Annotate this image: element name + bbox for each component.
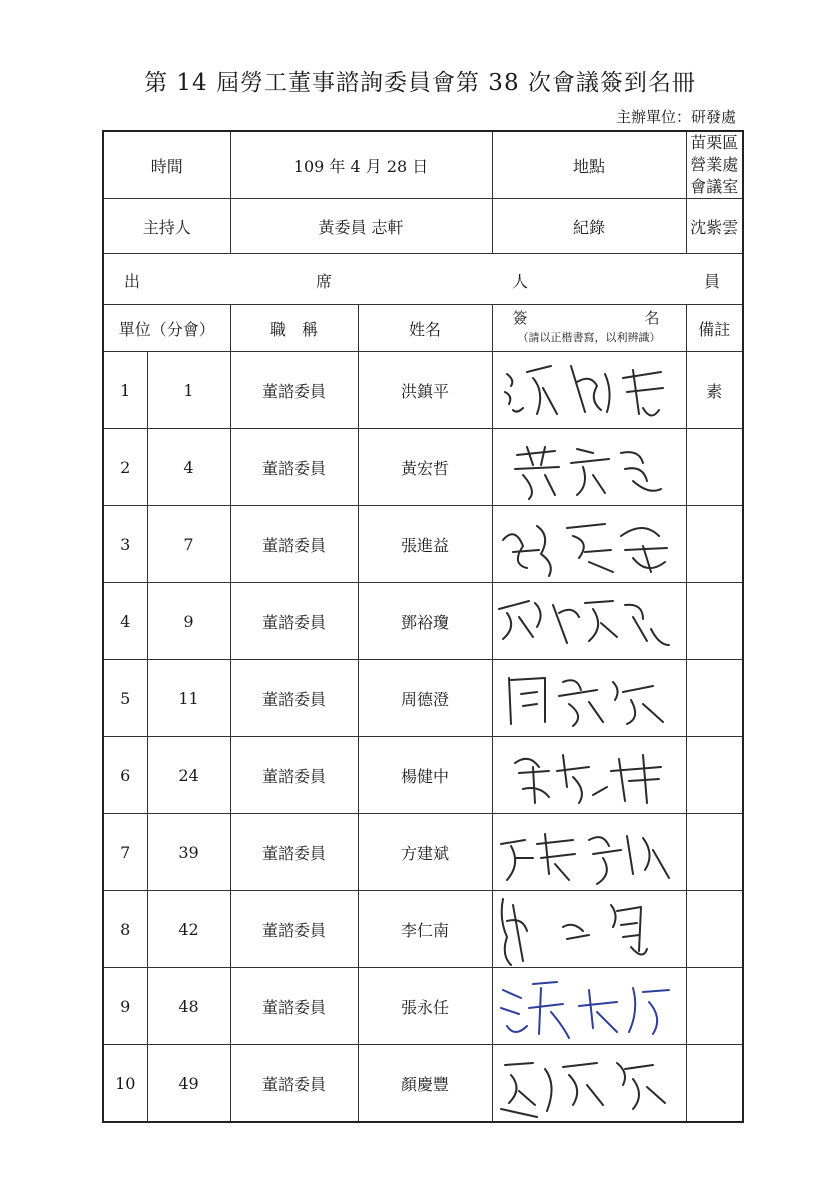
info-row-host xyxy=(103,199,743,254)
row-remark xyxy=(686,429,743,506)
row-unit: 7 xyxy=(147,506,230,583)
table-row xyxy=(103,506,743,583)
handwritten-signature xyxy=(493,506,687,582)
row-number: 1 xyxy=(103,352,147,429)
handwritten-signature xyxy=(493,352,687,428)
host-value: 黃委員 志軒 xyxy=(230,199,492,254)
signature-stroke xyxy=(501,899,646,965)
handwritten-signature xyxy=(493,968,687,1044)
row-number: 10 xyxy=(103,1045,147,1123)
row-position: 董諮委員 xyxy=(230,1045,358,1123)
row-unit: 42 xyxy=(147,891,230,968)
signature-field[interactable] xyxy=(492,1045,686,1123)
row-name: 顏慶豐 xyxy=(358,1045,492,1123)
signature-header-left: 簽 xyxy=(512,309,528,327)
row-number: 4 xyxy=(103,583,147,660)
signature-stroke xyxy=(515,755,661,803)
row-unit: 4 xyxy=(147,429,230,506)
row-position: 董諮委員 xyxy=(230,737,358,814)
attendance-char-1: 出 xyxy=(124,272,141,291)
row-unit: 39 xyxy=(147,814,230,891)
row-name: 方建斌 xyxy=(358,814,492,891)
recorder-value: 沈紫雲 xyxy=(686,199,743,254)
row-name: 洪鎮平 xyxy=(358,352,492,429)
table-row xyxy=(103,814,743,891)
signature-field[interactable] xyxy=(492,737,686,814)
handwritten-signature xyxy=(493,583,687,659)
row-remark xyxy=(686,891,743,968)
attendance-char-4: 員 xyxy=(704,272,721,291)
signature-field[interactable] xyxy=(492,429,686,506)
signature-header-right: 名 xyxy=(644,309,660,327)
row-remark xyxy=(686,1045,743,1123)
signature-stroke xyxy=(503,524,667,576)
signature-field[interactable] xyxy=(492,660,686,737)
signature-stroke xyxy=(515,447,661,499)
row-number: 8 xyxy=(103,891,147,968)
row-number: 6 xyxy=(103,737,147,814)
organizer-label: 主辦單位：研發處 xyxy=(615,108,736,126)
signature-field[interactable] xyxy=(492,968,686,1045)
attendee-rows xyxy=(103,352,743,1123)
signature-field[interactable] xyxy=(492,814,686,891)
place-value-line2: 會議室 xyxy=(690,177,739,196)
row-remark xyxy=(686,583,743,660)
row-number: 9 xyxy=(103,968,147,1045)
row-position: 董諮委員 xyxy=(230,583,358,660)
signature-stroke xyxy=(501,982,669,1038)
sign-in-table xyxy=(102,130,744,1123)
column-remark: 備註 xyxy=(686,305,743,352)
signature-stroke xyxy=(501,1063,665,1117)
row-name: 黃宏哲 xyxy=(358,429,492,506)
signature-stroke xyxy=(501,834,669,884)
row-name: 楊健中 xyxy=(358,737,492,814)
row-unit: 1 xyxy=(147,352,230,429)
signature-field[interactable] xyxy=(492,583,686,660)
column-header-row xyxy=(103,305,743,352)
row-remark xyxy=(686,737,743,814)
row-position: 董諮委員 xyxy=(230,891,358,968)
attendance-char-3: 人 xyxy=(512,272,529,291)
signature-stroke xyxy=(499,601,669,645)
row-remark xyxy=(686,814,743,891)
table-row xyxy=(103,968,743,1045)
row-number: 5 xyxy=(103,660,147,737)
row-remark: 素 xyxy=(686,352,743,429)
column-name: 姓名 xyxy=(358,305,492,352)
handwritten-signature xyxy=(493,814,687,890)
row-number: 7 xyxy=(103,814,147,891)
time-label: 時間 xyxy=(103,131,230,199)
row-remark xyxy=(686,660,743,737)
time-value: 109 年 4 月 28 日 xyxy=(230,131,492,199)
row-position: 董諮委員 xyxy=(230,660,358,737)
signature-stroke xyxy=(509,678,663,726)
row-position: 董諮委員 xyxy=(230,506,358,583)
signature-field[interactable] xyxy=(492,506,686,583)
attendance-header-row xyxy=(103,254,743,305)
table-row xyxy=(103,1045,743,1123)
row-unit: 24 xyxy=(147,737,230,814)
row-unit: 49 xyxy=(147,1045,230,1123)
host-label: 主持人 xyxy=(103,199,230,254)
row-name: 張永任 xyxy=(358,968,492,1045)
row-name: 張進益 xyxy=(358,506,492,583)
row-unit: 48 xyxy=(147,968,230,1045)
signature-field[interactable] xyxy=(492,891,686,968)
handwritten-signature xyxy=(493,660,687,736)
table-row xyxy=(103,737,743,814)
column-unit: 單位（分會） xyxy=(103,305,230,352)
column-position: 職 稱 xyxy=(230,305,358,352)
row-position: 董諮委員 xyxy=(230,429,358,506)
table-row xyxy=(103,583,743,660)
recorder-label: 紀錄 xyxy=(492,199,686,254)
table-row xyxy=(103,660,743,737)
signature-stroke xyxy=(505,366,663,416)
place-value-line1: 苗栗區營業處 xyxy=(690,133,739,174)
row-name: 李仁南 xyxy=(358,891,492,968)
signature-header-note: （請以正楷書寫，以利辨識） xyxy=(517,331,661,344)
row-position: 董諮委員 xyxy=(230,968,358,1045)
signature-field[interactable] xyxy=(492,352,686,429)
info-row-time xyxy=(103,131,743,199)
row-unit: 11 xyxy=(147,660,230,737)
document-title: 第 14 屆勞工董事諮詢委員會第 38 次會議簽到名冊 xyxy=(144,70,696,96)
handwritten-signature xyxy=(493,891,687,967)
row-name: 周德澄 xyxy=(358,660,492,737)
row-name: 鄧裕瓊 xyxy=(358,583,492,660)
row-number: 2 xyxy=(103,429,147,506)
table-row xyxy=(103,429,743,506)
row-remark xyxy=(686,506,743,583)
handwritten-signature xyxy=(493,1045,687,1121)
row-remark xyxy=(686,968,743,1045)
row-unit: 9 xyxy=(147,583,230,660)
place-label: 地點 xyxy=(492,131,686,199)
row-position: 董諮委員 xyxy=(230,814,358,891)
row-number: 3 xyxy=(103,506,147,583)
place-value xyxy=(686,131,743,199)
handwritten-signature xyxy=(493,737,687,813)
attendance-header xyxy=(103,254,743,305)
column-signature xyxy=(492,305,686,352)
table-row xyxy=(103,891,743,968)
attendance-char-2: 席 xyxy=(316,272,333,291)
row-position: 董諮委員 xyxy=(230,352,358,429)
handwritten-signature xyxy=(493,429,687,505)
table-row xyxy=(103,352,743,429)
